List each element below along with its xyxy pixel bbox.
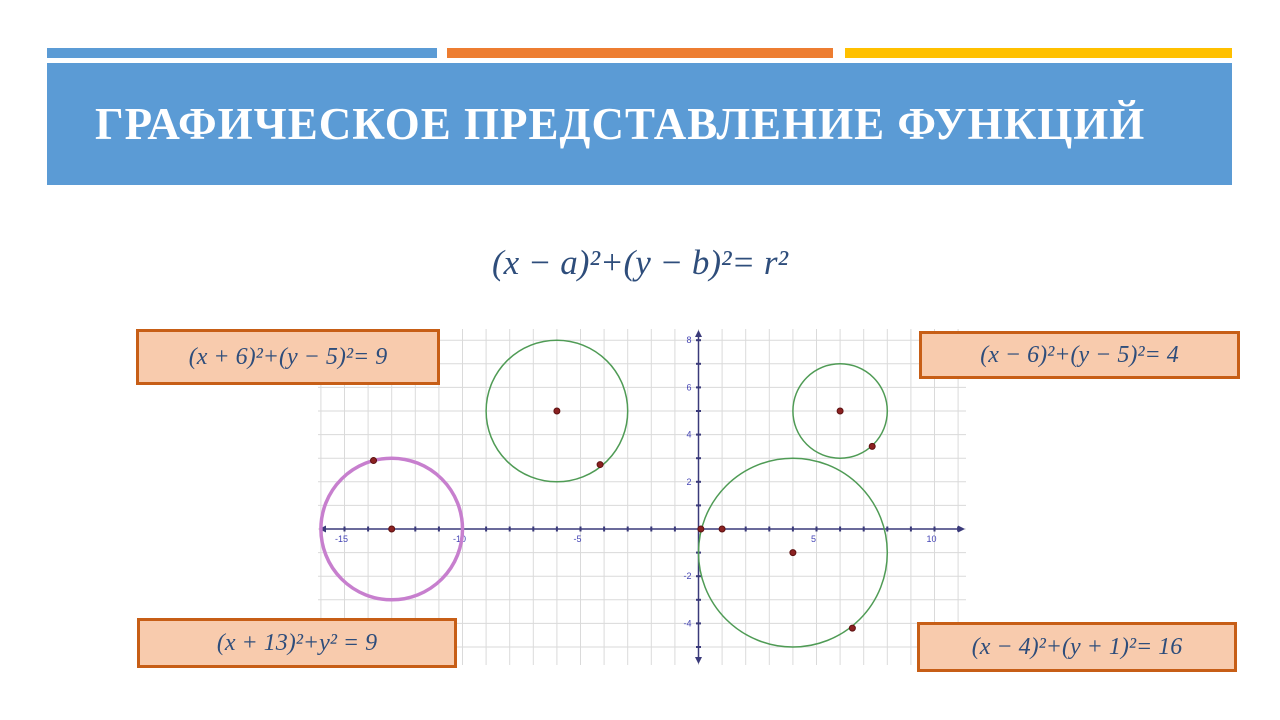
- equation-box-top-left: (x + 6)²+(y − 5)²= 9: [136, 329, 440, 385]
- x-tick-label: -15: [334, 534, 349, 544]
- point: [719, 526, 725, 532]
- y-tick-label: 4: [686, 429, 692, 440]
- y-tick-label: 2: [686, 476, 692, 487]
- slide-title: ГРАФИЧЕСКОЕ ПРЕДСТАВЛЕНИЕ ФУНКЦИЙ: [95, 99, 1146, 149]
- x-tick-label: -5: [573, 534, 582, 544]
- y-tick-label: 6: [686, 382, 692, 393]
- point-on-circle: [371, 458, 377, 464]
- general-circle-formula: (x − a)²+(y − b)²= r²: [491, 243, 788, 282]
- y-tick-label: -4: [683, 618, 692, 629]
- x-tick-label: 5: [810, 534, 817, 544]
- circle-center: [554, 408, 560, 414]
- y-axis-arrow-top: [695, 330, 702, 337]
- title-band: [47, 63, 1232, 185]
- equation-box-bottom-left: (x + 13)²+y² = 9: [137, 618, 457, 668]
- y-tick-label: 8: [686, 335, 692, 346]
- circle-center: [837, 408, 843, 414]
- point-on-circle: [869, 443, 875, 449]
- accent-bar-yellow: [845, 48, 1232, 58]
- y-tick-label: -2: [683, 571, 692, 582]
- equation-box-top-right: (x − 6)²+(y − 5)²= 4: [919, 331, 1240, 379]
- point-on-circle: [597, 462, 603, 468]
- point: [698, 526, 704, 532]
- point-on-circle: [849, 625, 855, 631]
- circle-center: [389, 526, 395, 532]
- equation-box-bottom-right: (x − 4)²+(y + 1)²= 16: [917, 622, 1237, 672]
- accent-bar-blue: [47, 48, 437, 58]
- x-tick-label: 10: [926, 534, 937, 544]
- circle-center: [790, 550, 796, 556]
- accent-bar-orange: [447, 48, 833, 58]
- graph-points: [371, 408, 876, 631]
- y-axis-arrow-bottom: [695, 657, 702, 664]
- x-tick-label: -10: [452, 534, 467, 544]
